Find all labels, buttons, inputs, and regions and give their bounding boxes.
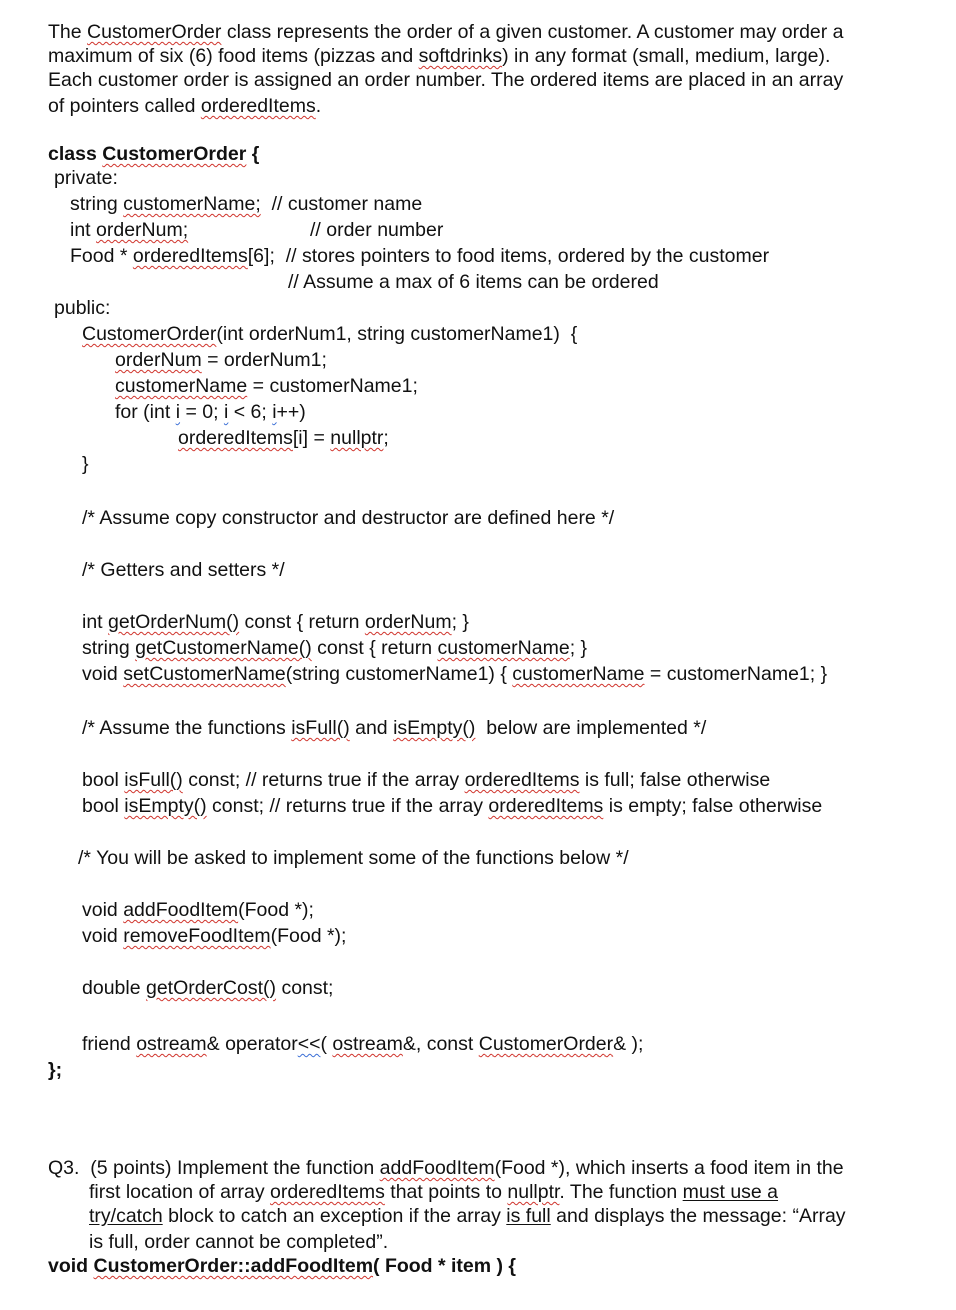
getter-order-num: int getOrderNum() const { return orderNum; } bbox=[82, 611, 469, 633]
setter-customer-name: void setCustomerName(string customerName1) { customerName = customerName1; } bbox=[82, 663, 828, 685]
constructor-loop-body: orderedItems[i] = nullptr; bbox=[178, 427, 389, 449]
intro-line-2: maximum of six (6) food items (pizzas and softdrinks) in any format (small, medium, large). bbox=[48, 45, 831, 67]
field-order-num-comment: // order number bbox=[310, 219, 444, 241]
comment-implement-below: /* You will be asked to implement some of the functions below */ bbox=[78, 847, 629, 869]
comment-getters-setters: /* Getters and setters */ bbox=[82, 559, 285, 581]
friend-operator-declaration: friend ostream& operator<<( ostream&, const CustomerOrder& ); bbox=[82, 1033, 644, 1055]
comment-copy-constructor: /* Assume copy constructor and destructor are defined here */ bbox=[82, 507, 615, 529]
class-close-brace: }; bbox=[48, 1059, 63, 1081]
constructor-close-brace: } bbox=[82, 453, 89, 475]
comment-isfull-isempty: /* Assume the functions isFull() and isEmpty() below are implemented */ bbox=[82, 717, 707, 739]
function-signature: void CustomerOrder::addFoodItem( Food * item ) { bbox=[48, 1255, 517, 1277]
isfull-declaration: bool isFull() const; // returns true if the array orderedItems is full; false otherwise bbox=[82, 769, 771, 791]
isempty-declaration: bool isEmpty() const; // returns true if the array orderedItems is empty; false otherwise bbox=[82, 795, 823, 817]
intro-line-4: of pointers called orderedItems. bbox=[48, 95, 322, 117]
private-label: private: bbox=[54, 167, 118, 189]
intro-line-1: The CustomerOrder class represents the order of a given customer. A customer may order a bbox=[48, 21, 844, 43]
question-line-1: Q3. (5 points) Implement the function addFoodItem(Food *), which inserts a food item in the bbox=[48, 1157, 844, 1179]
get-order-cost-declaration: double getOrderCost() const; bbox=[82, 977, 334, 999]
constructor-line-2: customerName = customerName1; bbox=[115, 375, 418, 397]
question-line-3: try/catch block to catch an exception if the array is full and displays the message: “Array bbox=[89, 1205, 846, 1227]
add-food-item-declaration: void addFoodItem(Food *); bbox=[82, 899, 314, 921]
field-order-num: int orderNum; bbox=[70, 219, 189, 241]
constructor-line-1: orderNum = orderNum1; bbox=[115, 349, 327, 371]
question-line-2: first location of array orderedItems that points to nullptr. The function must use a bbox=[89, 1181, 779, 1203]
remove-food-item-declaration: void removeFoodItem(Food *); bbox=[82, 925, 347, 947]
constructor-signature: CustomerOrder(int orderNum1, string customerName1) { bbox=[82, 323, 578, 345]
question-line-4: is full, order cannot be completed”. bbox=[89, 1231, 389, 1253]
public-label: public: bbox=[54, 297, 111, 319]
intro-line-3: Each customer order is assigned an order number. The ordered items are placed in an array bbox=[48, 69, 844, 91]
class-declaration: class CustomerOrder { bbox=[48, 143, 260, 165]
field-ordered-items-comment: // Assume a max of 6 items can be ordered bbox=[288, 271, 659, 293]
field-customer-name: string customerName; // customer name bbox=[70, 193, 423, 215]
getter-customer-name: string getCustomerName() const { return customerName; } bbox=[82, 637, 588, 659]
constructor-for-loop: for (int i = 0; i < 6; i++) bbox=[115, 401, 306, 423]
field-ordered-items: Food * orderedItems[6]; // stores pointers to food items, ordered by the customer bbox=[70, 245, 770, 267]
